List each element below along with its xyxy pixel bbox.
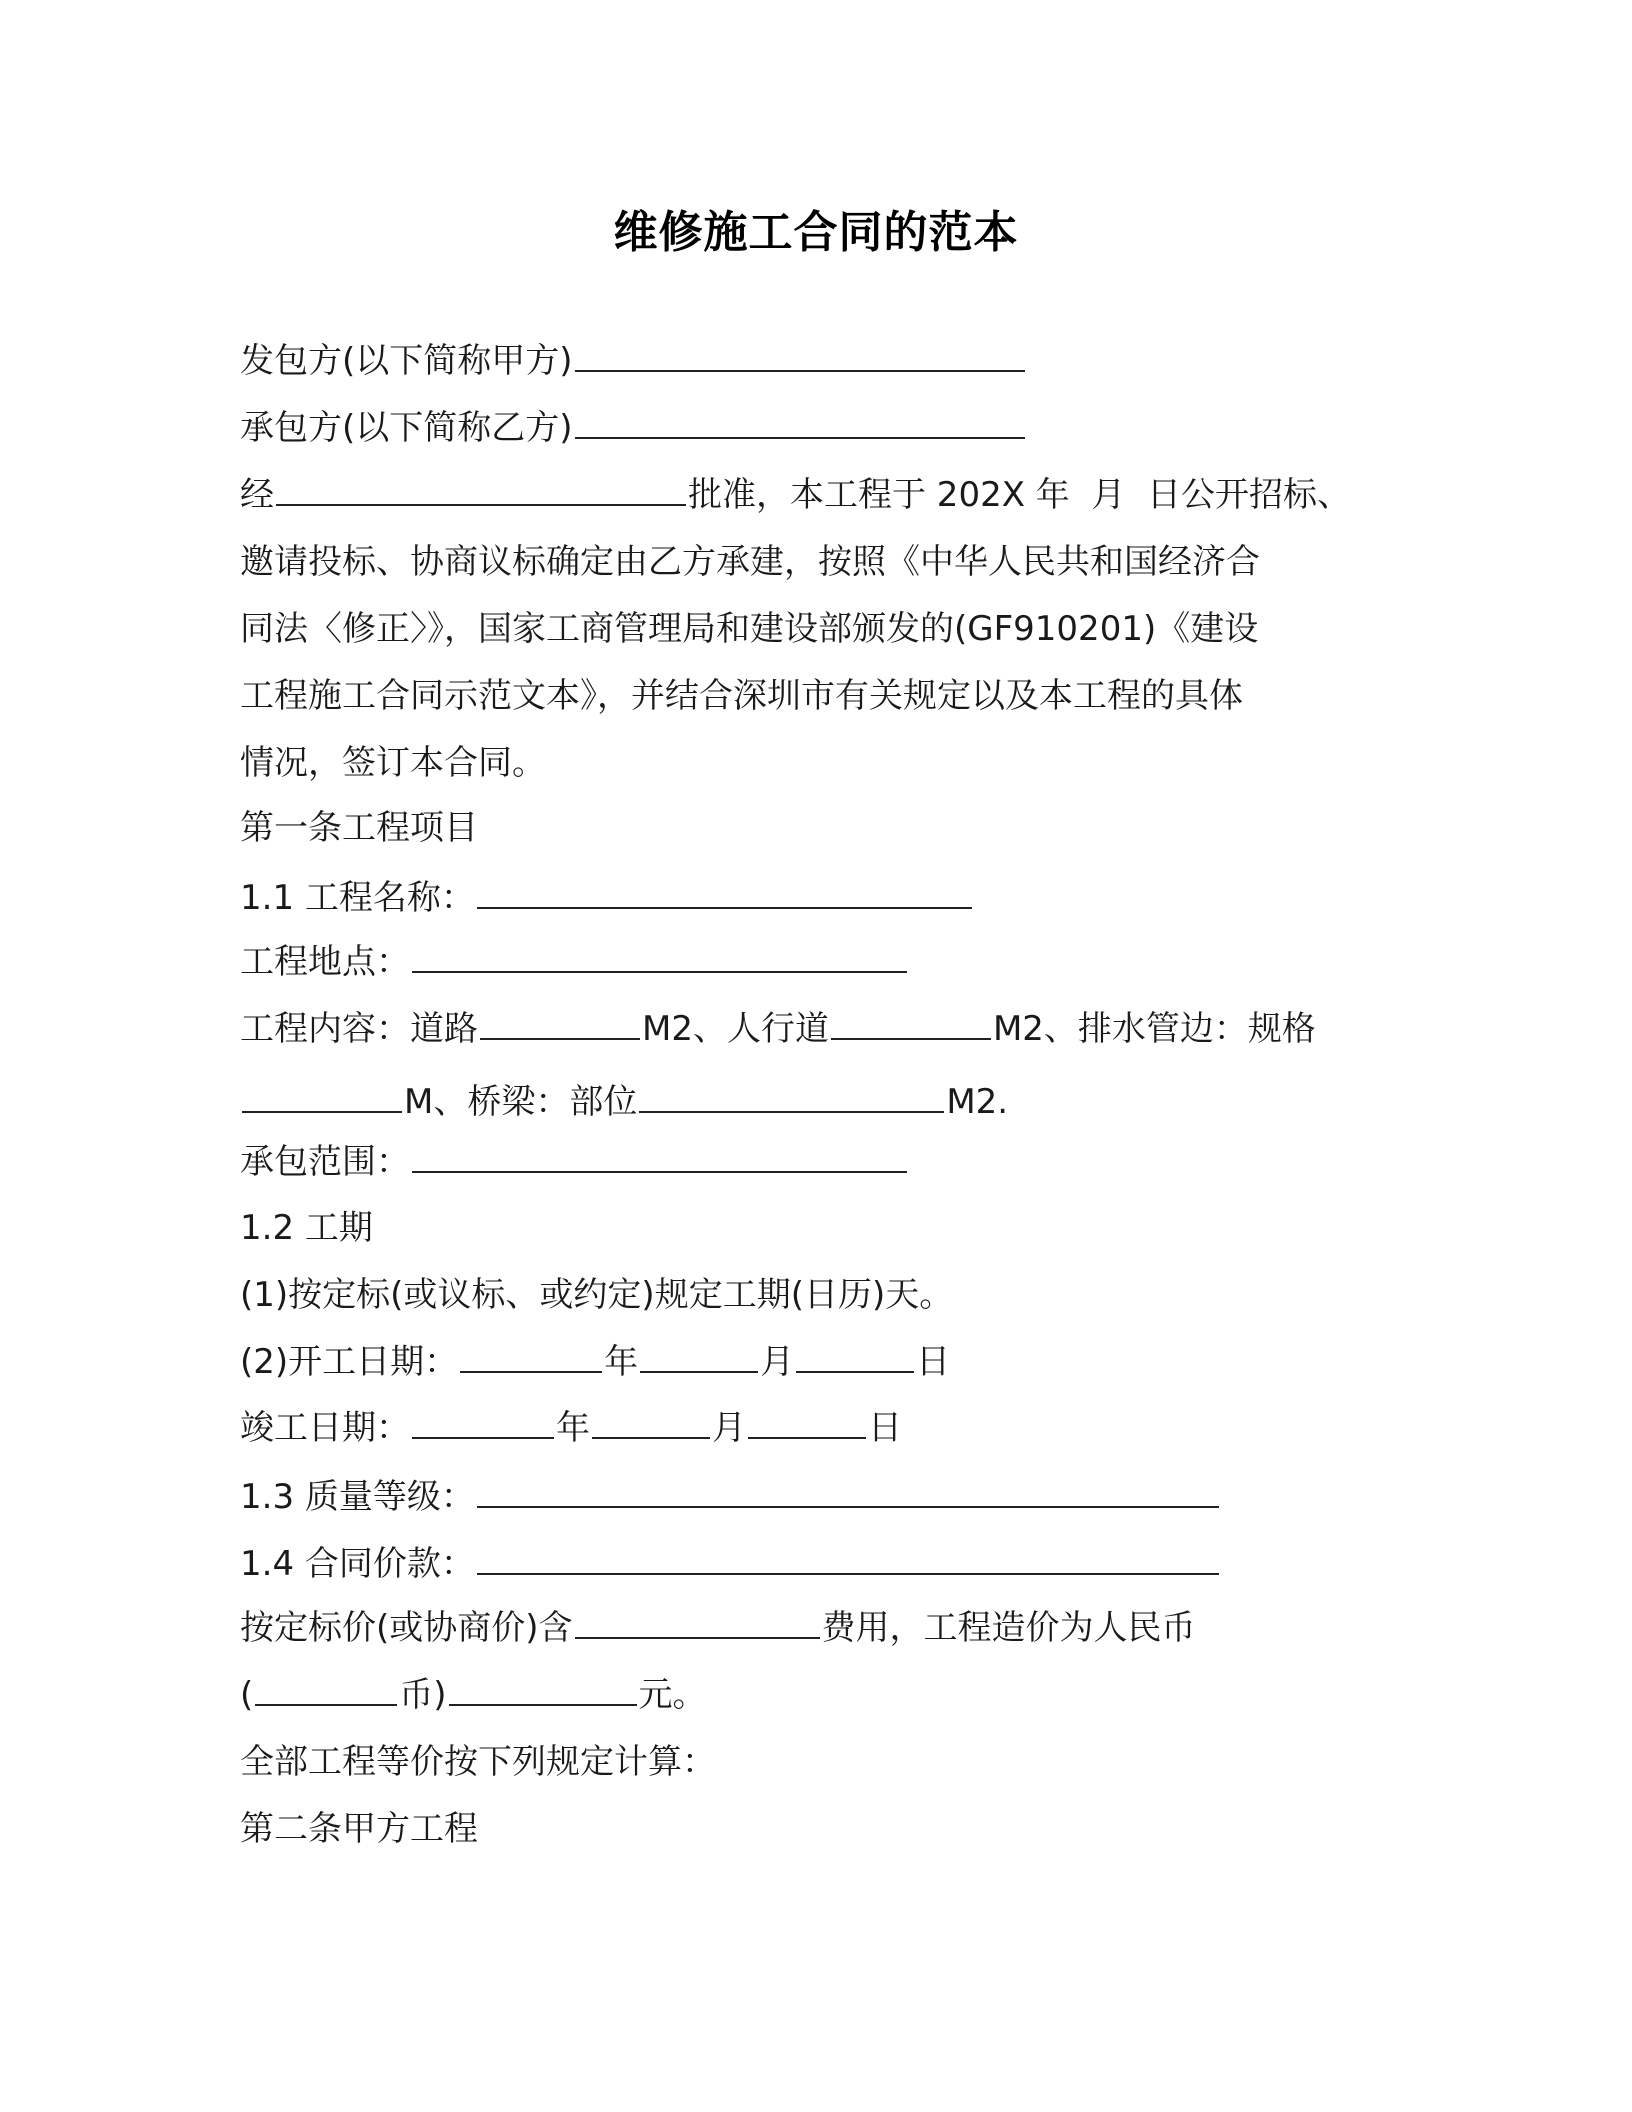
quality-blank: [477, 1476, 1219, 1508]
amount-unit: 元。: [638, 1675, 707, 1715]
start-day-blank: [796, 1341, 914, 1373]
start-month-unit: 月: [760, 1342, 795, 1382]
quality-line: [240, 1476, 1221, 1518]
completion-day-blank: [748, 1407, 866, 1439]
amount-blank: [449, 1674, 637, 1706]
party-a-blank: [575, 340, 1025, 372]
bridge-unit: M2.: [946, 1082, 1009, 1122]
project-name-blank: [477, 877, 972, 909]
scope-blank: [412, 1141, 907, 1173]
document-title: 维修施工合同的范本: [613, 207, 1019, 258]
scope-label: 承包范围：: [240, 1142, 410, 1182]
start-month-blank: [640, 1341, 758, 1373]
party-a-label: 发包方(以下简称甲方): [240, 341, 573, 381]
project-name-line: [240, 877, 974, 919]
fee-blank: [575, 1607, 820, 1639]
sidewalk-label: M2、人行道: [642, 1009, 829, 1049]
price-line: [240, 1543, 1221, 1585]
calculation-note: 全部工程等价按下列规定计算：: [240, 1742, 716, 1782]
completion-year-blank: [412, 1407, 554, 1439]
currency-unit: 币): [399, 1675, 447, 1715]
party-b-line: [240, 407, 1027, 449]
currency-line: [240, 1674, 707, 1716]
currency-open-paren: (: [240, 1675, 254, 1715]
approval-prefix: 经: [240, 475, 274, 515]
price-blank: [477, 1543, 1219, 1575]
drainage-label: M2、排水管边：规格: [992, 1009, 1316, 1049]
approval-blank: [276, 474, 686, 506]
project-content-line: [240, 1008, 1316, 1050]
price-label: 1.4 合同价款：: [240, 1544, 475, 1584]
scope-line: [240, 1141, 909, 1183]
road-blank: [480, 1008, 640, 1040]
start-date-line: [240, 1341, 950, 1383]
quality-label: 1.3 质量等级：: [240, 1477, 475, 1517]
start-date-label: (2)开工日期：: [240, 1342, 459, 1382]
drainage-blank: [242, 1081, 402, 1113]
bid-price-label: 按定标价(或协商价)含: [240, 1608, 573, 1648]
project-location-line: [240, 941, 909, 983]
sidewalk-blank: [831, 1008, 991, 1040]
completion-day-unit: 日: [868, 1408, 902, 1448]
bridge-label: M、桥梁：部位: [404, 1082, 638, 1122]
cost-label: 费用，工程造价为人民币: [821, 1608, 1196, 1648]
start-day-unit: 日: [916, 1342, 951, 1382]
section-2-heading: 第二条甲方工程: [240, 1809, 478, 1849]
party-a-line: [240, 340, 1027, 382]
approval-text: 批准，本工程于 202X 年 月 日公开招标、: [688, 475, 1352, 515]
completion-date-line: [240, 1407, 902, 1449]
currency-blank: [255, 1674, 397, 1706]
approval-line: [240, 474, 1351, 516]
section-1-heading: 第一条工程项目: [240, 808, 478, 848]
completion-year-unit: 年: [556, 1408, 590, 1448]
project-content-line-2: [240, 1081, 1008, 1123]
project-location-label: 工程地点：: [240, 942, 410, 982]
paragraph-line-2: 邀请投标、协商议标确定由乙方承建，按照《中华人民共和国经济合: [240, 542, 1260, 582]
start-year-unit: 年: [604, 1342, 639, 1382]
paragraph-line-3: 同法〈修正〉》，国家工商管理局和建设部颁发的(GF910201)《建设: [240, 609, 1259, 649]
project-name-label: 1.1 工程名称：: [240, 878, 475, 918]
bid-price-line: [240, 1607, 1196, 1649]
party-b-label: 承包方(以下简称乙方): [240, 408, 573, 448]
bridge-blank: [639, 1081, 944, 1113]
project-location-blank: [412, 941, 907, 973]
start-year-blank: [460, 1341, 602, 1373]
duration-rule: (1)按定标(或议标、或约定)规定工期(日历)天。: [240, 1275, 954, 1315]
completion-month-unit: 月: [712, 1408, 746, 1448]
road-label: 工程内容：道路: [240, 1009, 478, 1049]
duration-heading: 1.2 工期: [240, 1208, 373, 1248]
completion-date-label: 竣工日期：: [240, 1408, 410, 1448]
paragraph-line-5: 情况，签订本合同。: [240, 743, 546, 783]
party-b-blank: [575, 407, 1025, 439]
paragraph-line-4: 工程施工合同示范文本》，并结合深圳市有关规定以及本工程的具体: [240, 676, 1243, 716]
completion-month-blank: [592, 1407, 710, 1439]
